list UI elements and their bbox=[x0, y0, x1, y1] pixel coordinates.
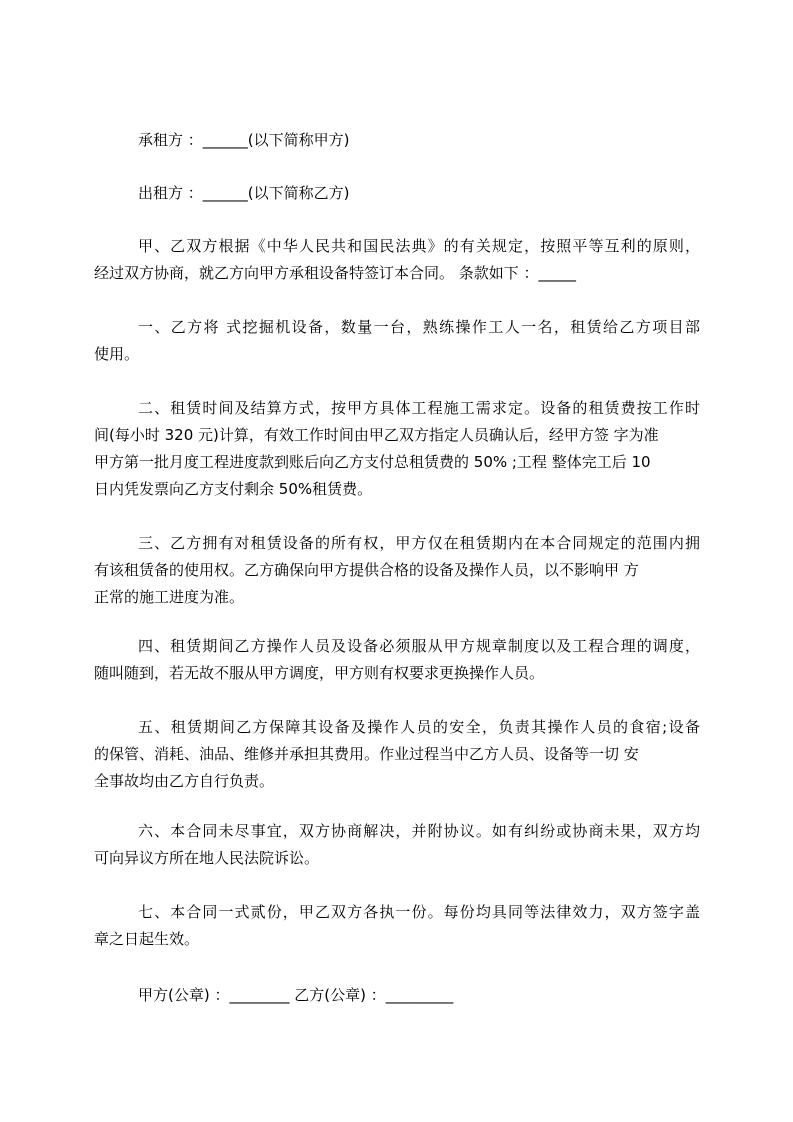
clause-line: 间(每小时 320 元)计算，有效工作时间由甲乙双方指定人员确认后，经甲方签 字为准 bbox=[94, 426, 659, 444]
clause-line: 七、本合同一式贰份，甲乙双方各执一份。每份均具同等法律效力，双方签字盖 bbox=[138, 903, 700, 921]
clause-line: 三、乙方拥有对租赁设备的所有权，甲方仅在租赁期内在本合同规定的范围内拥 bbox=[138, 534, 700, 552]
preamble-line: 甲、乙双方根据《中华人民共和国民法典》的有关规定，按照平等互利的原则， bbox=[138, 237, 700, 255]
clause-6 bbox=[94, 818, 700, 872]
preamble-line: 经过双方协商，就乙方向甲方承租设备特签订本合同。 条款如下 ：_____ bbox=[94, 264, 577, 282]
clause-line: 五、租赁期间乙方保障其设备及操作人员的安全，负责其操作人员的食宿;设备 bbox=[138, 718, 700, 736]
lessor-text: 出租方 ：______(以下简称乙方) bbox=[138, 184, 350, 202]
clause-line: 日内凭发票向乙方支付剩余 50%租赁费。 bbox=[94, 480, 373, 498]
clause-2 bbox=[94, 395, 700, 503]
clause-line: 四、租赁期间乙方操作人员及设备必须服从甲方规章制度以及工程合理的调度， bbox=[138, 637, 700, 655]
lessor-line bbox=[94, 180, 700, 207]
clause-line: 六、本合同未尽事宜，双方协商解决，并附协议。如有纠纷或协商未果，双方均 bbox=[138, 822, 700, 840]
clause-line: 全事故均由乙方自行负责。 bbox=[94, 772, 275, 790]
clause-5 bbox=[94, 714, 700, 795]
clause-line: 二、租赁时间及结算方式，按甲方具体工程施工需求定。设备的租赁费按工作时 bbox=[138, 399, 700, 417]
lessee-line bbox=[94, 127, 700, 154]
clause-line: 正常的施工进度为准。 bbox=[94, 588, 245, 606]
preamble-paragraph bbox=[94, 233, 700, 287]
clause-7 bbox=[94, 899, 700, 953]
clause-line: 使用。 bbox=[94, 345, 140, 363]
clause-4 bbox=[94, 633, 700, 687]
clause-line: 的保管、消耗、油品、维修并承担其费用。作业过程当中乙方人员、设备等一切 安 bbox=[94, 745, 639, 763]
clause-line: 有该租赁备的使用权。乙方确保向甲方提供合格的设备及操作人员，以不影响甲 方 bbox=[94, 561, 639, 579]
clause-line: 一、乙方将 式挖掘机设备，数量一台，熟练操作工人一名，租赁给乙方项目部 bbox=[138, 318, 700, 336]
clause-line: 随叫随到，若无故不服从甲方调度，甲方则有权要求更换操作人员。 bbox=[94, 664, 545, 682]
clause-line: 章之日起生效。 bbox=[94, 930, 200, 948]
clause-3 bbox=[94, 530, 700, 611]
lessee-text: 承租方 ：______(以下简称甲方) bbox=[138, 131, 350, 149]
clause-1 bbox=[94, 314, 700, 368]
signature-text: 甲方(公章) ：________ 乙方(公章) ：_________ bbox=[138, 986, 454, 1004]
clause-line: 可向异议方所在地人民法院诉讼。 bbox=[94, 849, 320, 867]
signature-line bbox=[94, 982, 700, 1009]
clause-line: 甲方第一批月度工程进度款到账后向乙方支付总租赁费的 50% ;工程 整体完工后 10 bbox=[94, 453, 651, 471]
